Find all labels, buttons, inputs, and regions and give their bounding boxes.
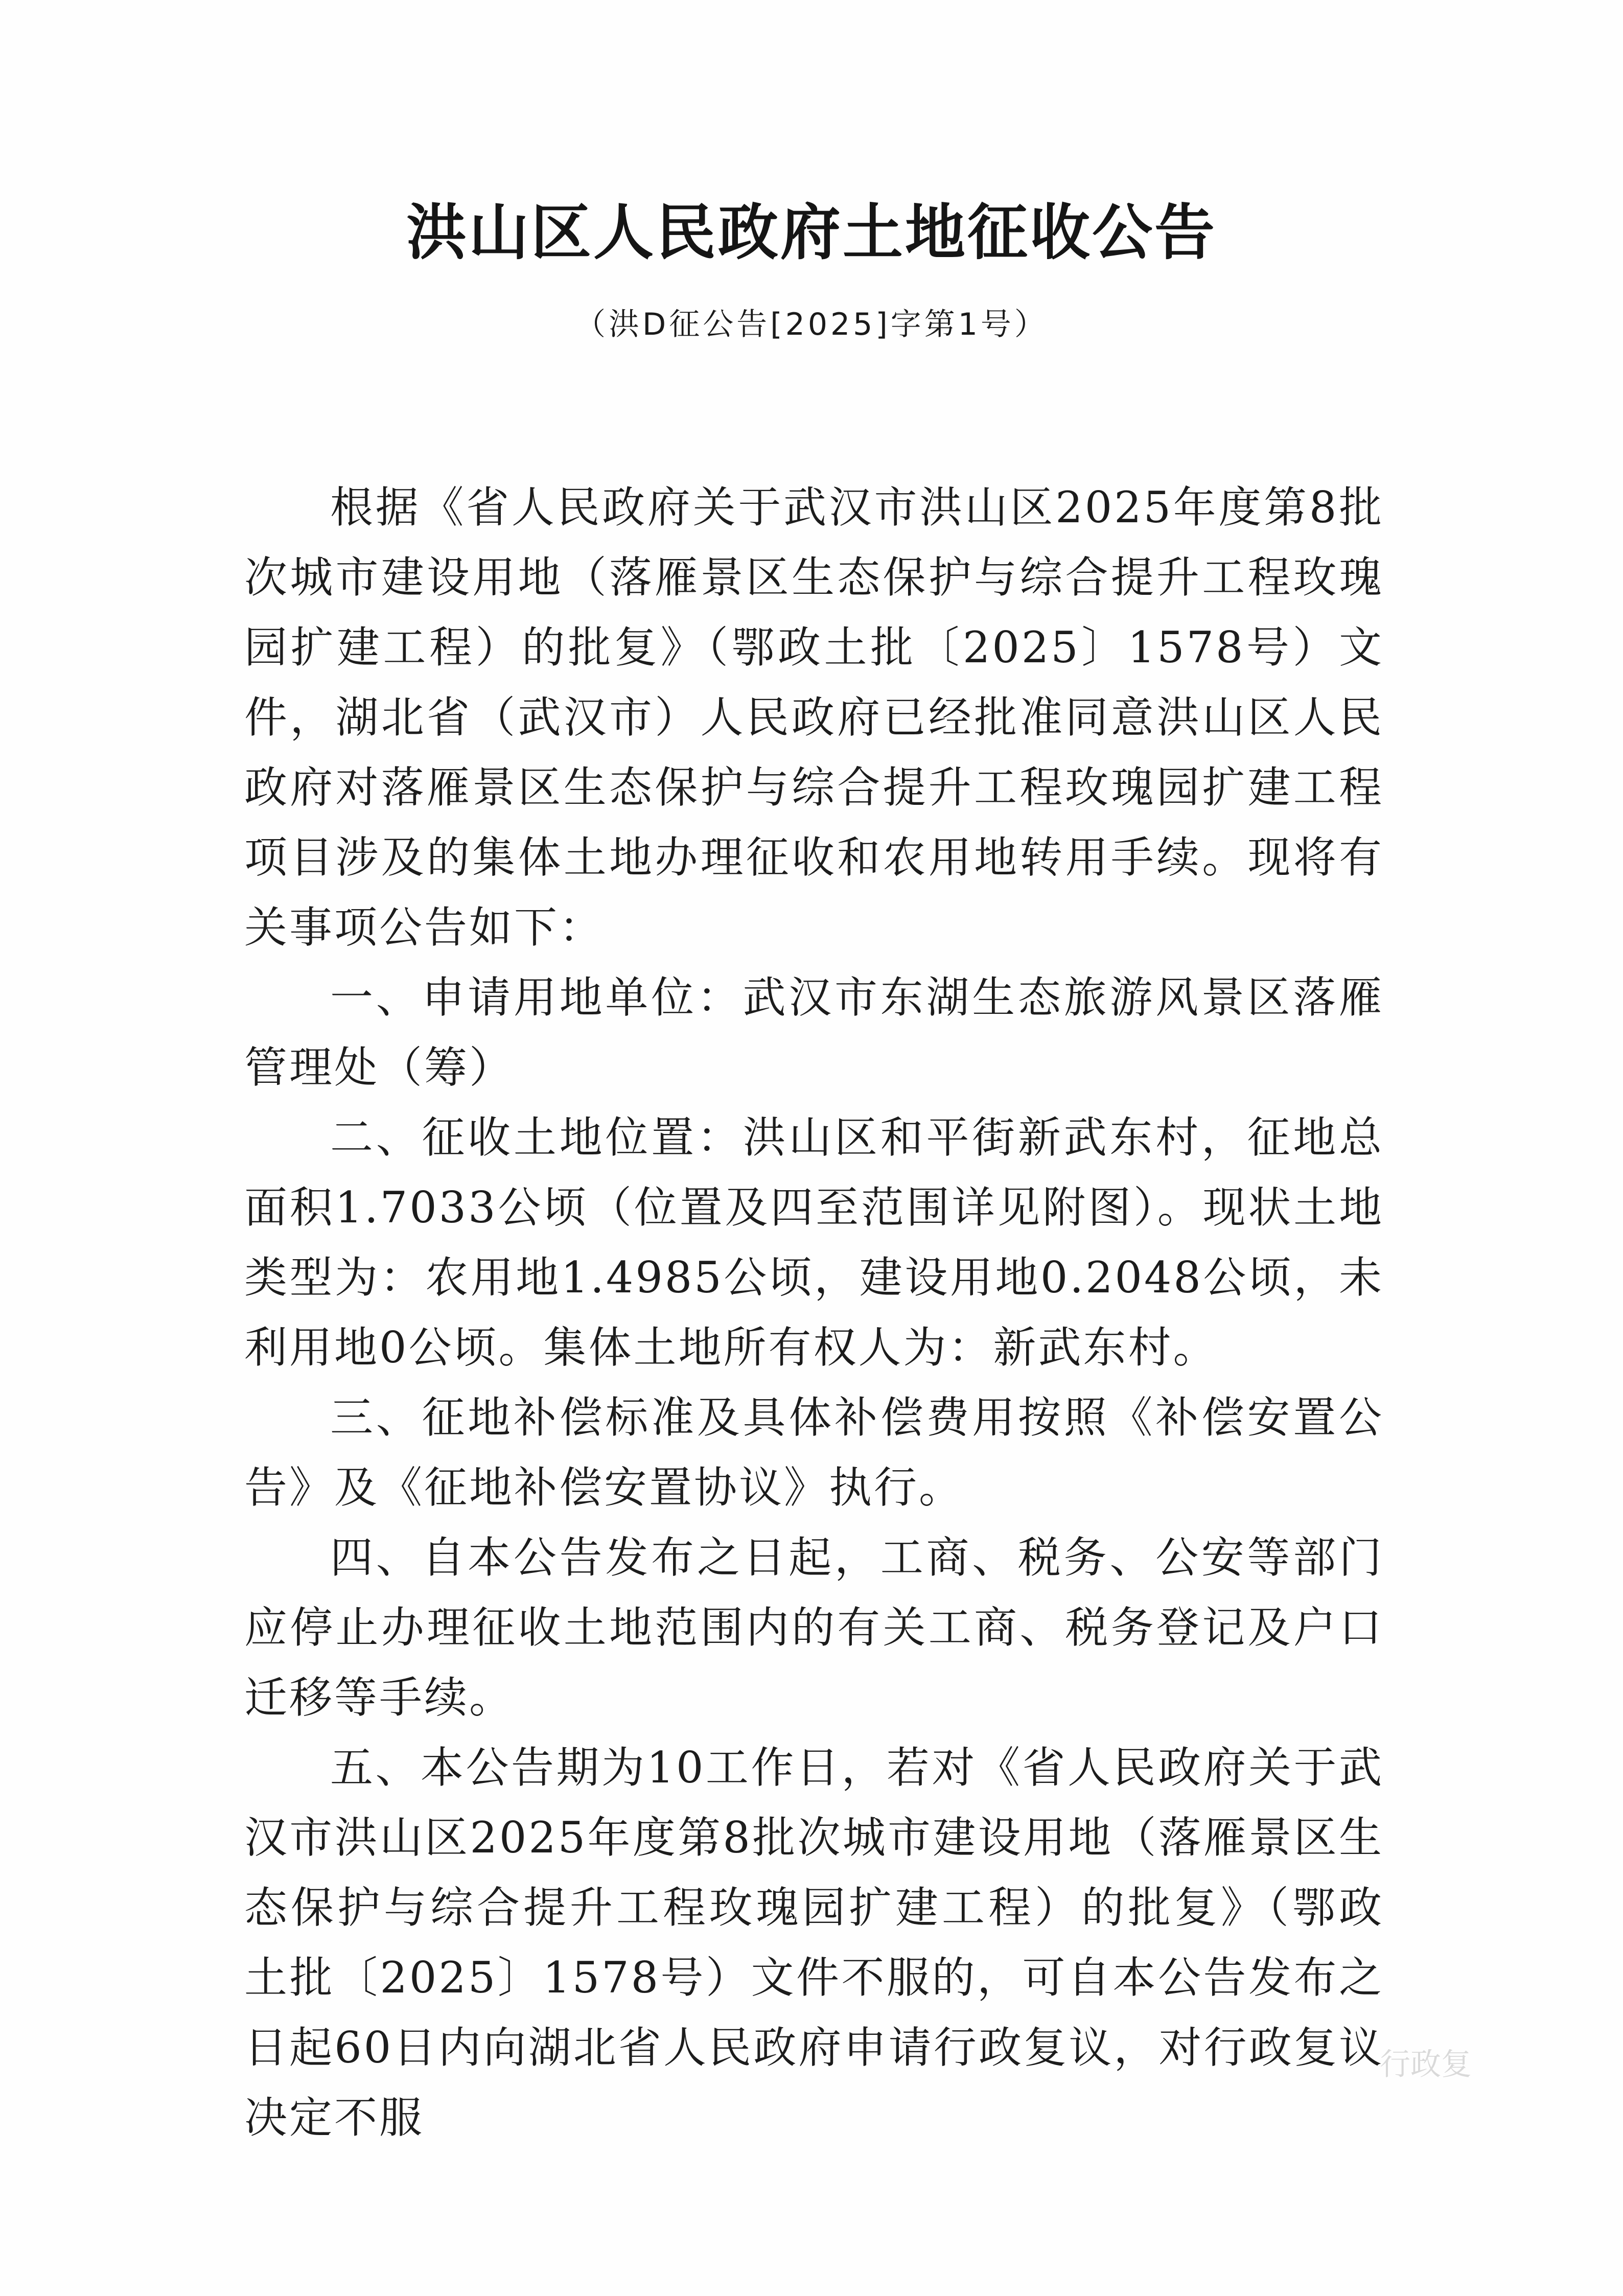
paragraph-registration-suspension: 四、自本公告发布之日起，工商、税务、公安等部门应停止办理征收土地范围内的有关工商、税务登记及户口迁移等手续。 [244,1533,1384,1723]
paragraph-compensation-standard: 三、征地补偿标准及具体补偿费用按照《补偿安置公告》及《征地补偿安置协议》执行。 [244,1393,1384,1513]
paragraph-preamble: 根据《省人民政府关于武汉市洪山区2025年度第8批次城市建设用地（落雁景区生态保护与综合提升工程玫瑰园扩建工程）的批复》（鄂政土批〔2025〕1578号）文件，湖北省（武汉市）人民政府已经批准同意洪山区人民政府对落雁景区生态保护与综合提升工程玫瑰园扩建工程项目涉及的集体土地办理征收和农用地转用手续。现将有关事项公告如下： [244,482,1384,953]
announcement-body [244,473,1384,2153]
paragraph-review-period: 五、本公告期为10工作日，若对《省人民政府关于武汉市洪山区2025年度第8批次城市建设用地（落雁景区生态保护与综合提升工程玫瑰园扩建工程）的批复》（鄂政土批〔2025〕1578号）文件不服的，可自本公告发布之日起60日内向湖北省人民政府申请行政复议，对行政复议决定不服 [244,1743,1384,2143]
bleed-through-text: 行政复 [1380,2049,1472,2080]
paragraph-land-location: 二、征收土地位置：洪山区和平街新武东村，征地总面积1.7033公顷（位置及四至范围详见附图）。现状土地类型为：农用地1.4985公顷，建设用地0.2048公顷，未利用地0公顷。集体土地所有权人为：新武东村。 [244,1112,1384,1373]
page-title: 洪山区人民政府土地征收公告 [406,197,1217,268]
document-number: （洪D征公告[2025]字第1号） [575,307,1048,342]
paragraph-applicant-unit: 一、申请用地单位：武汉市东湖生态旅游风景区落雁管理处（筹） [244,972,1384,1093]
